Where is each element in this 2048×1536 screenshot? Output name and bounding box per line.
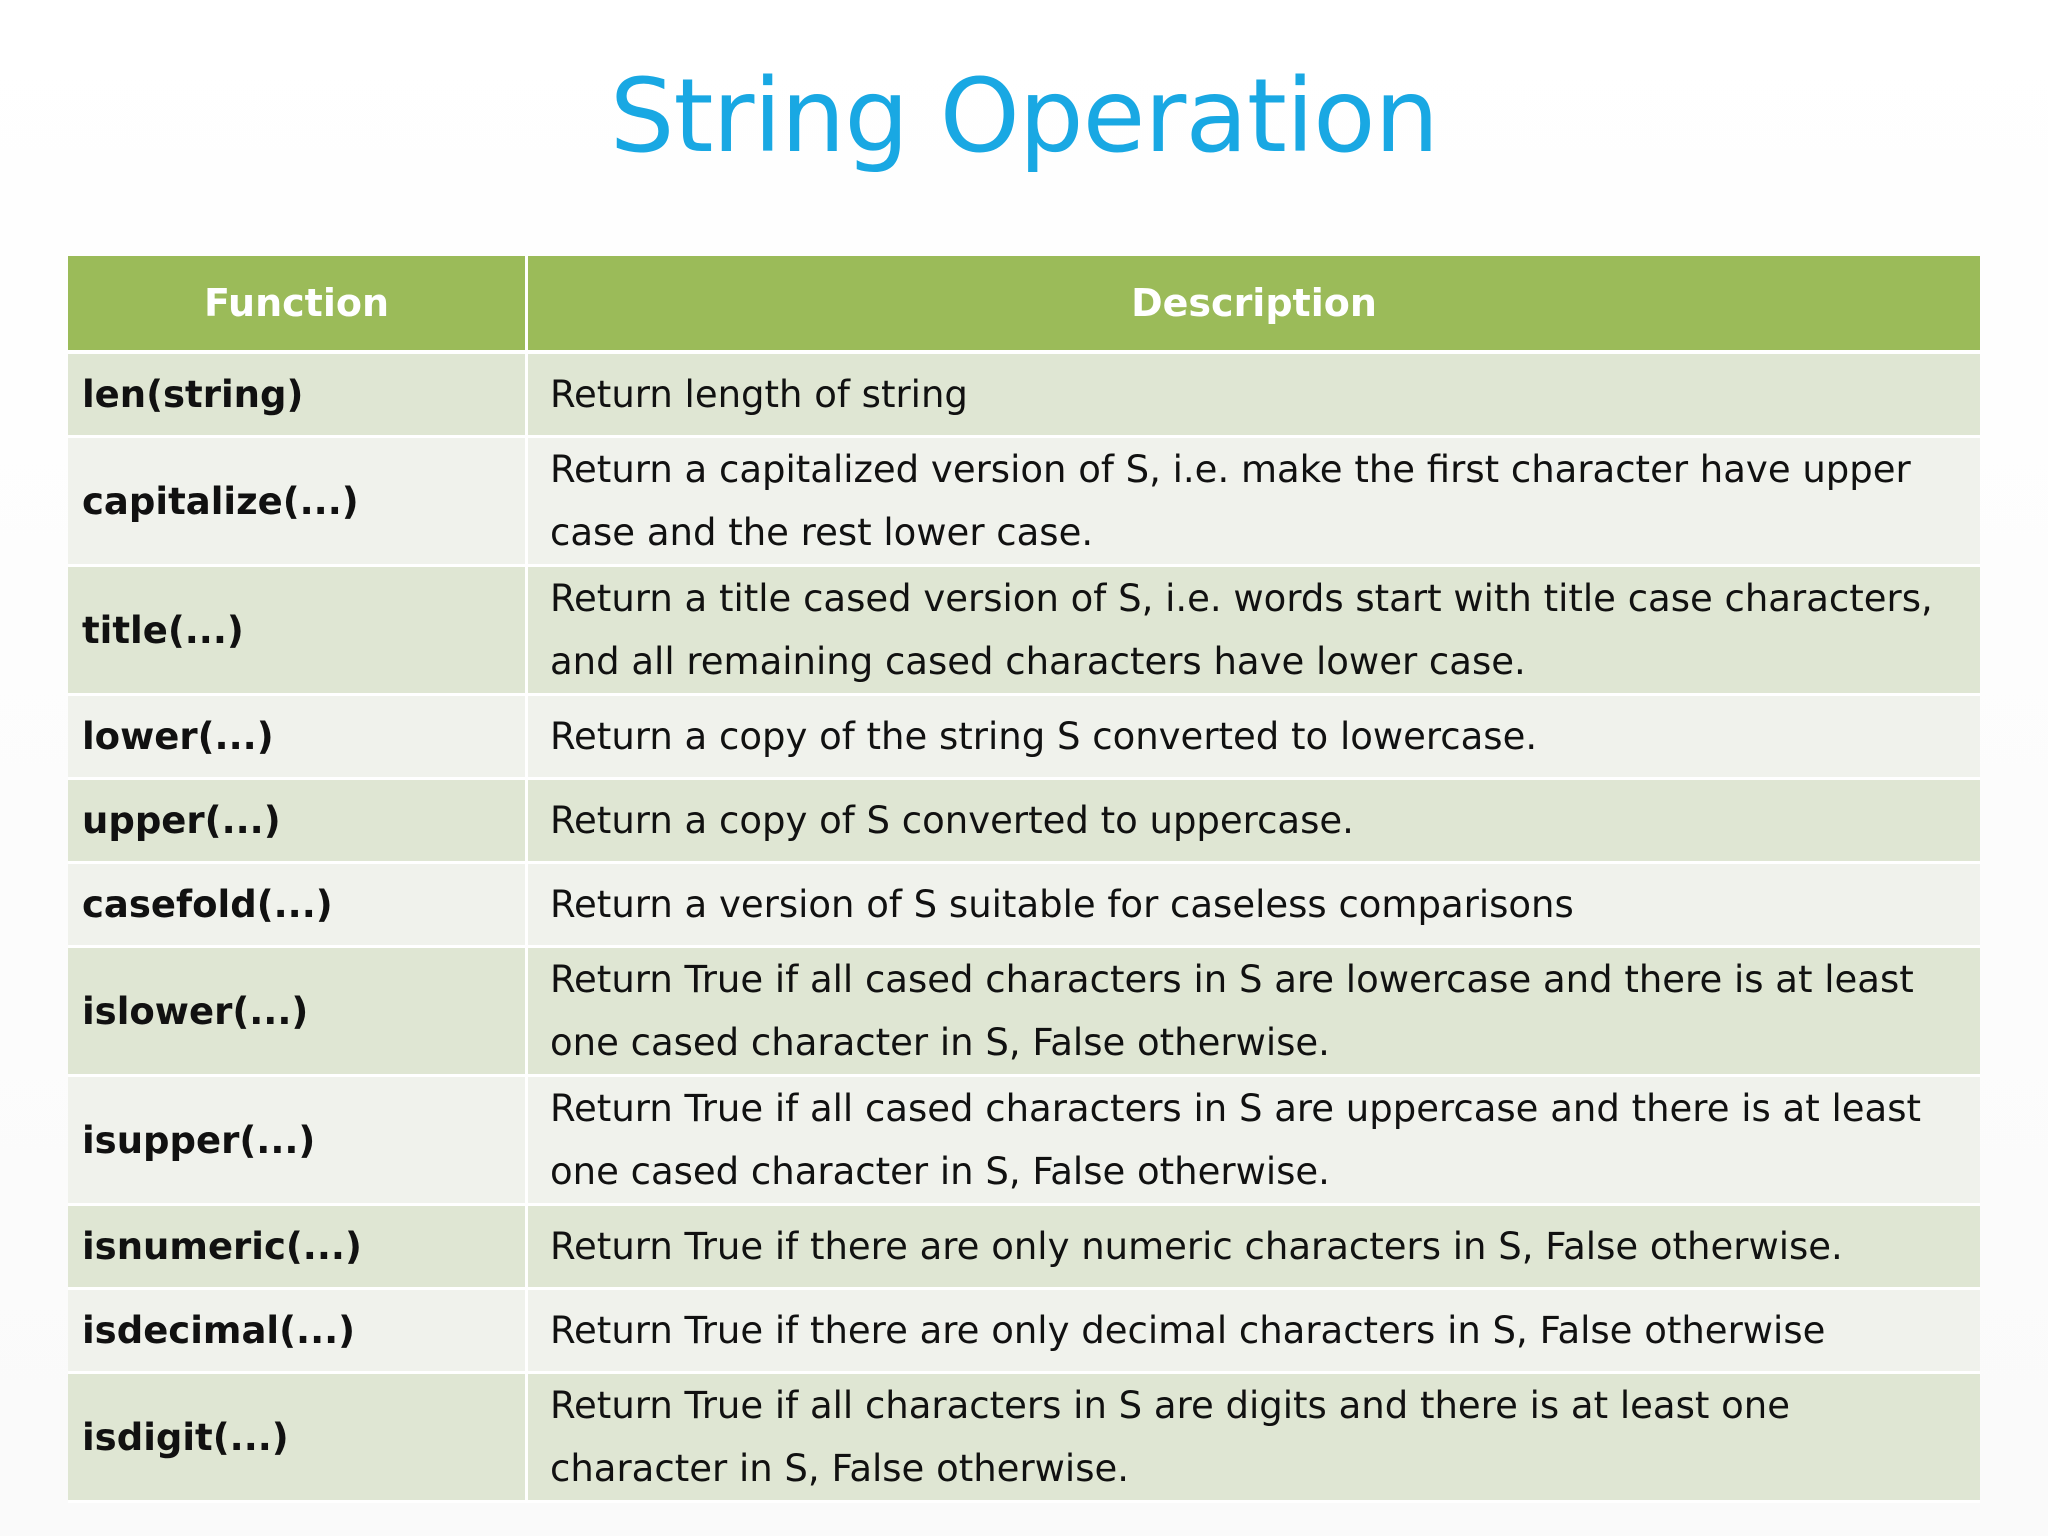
function-cell: capitalize(...) [68, 438, 528, 567]
header-function: Function [68, 256, 528, 354]
function-cell: lower(...) [68, 696, 528, 780]
table-row [68, 948, 1980, 1077]
description-cell: Return a capitalized version of S, i.e. make the first character have upper case and the rest lower case. [528, 438, 1980, 567]
table-row [68, 354, 1980, 438]
table-row [68, 1206, 1980, 1290]
table-row [68, 1077, 1980, 1206]
function-cell: isnumeric(...) [68, 1206, 528, 1290]
function-cell: islower(...) [68, 948, 528, 1077]
description-cell: Return True if all characters in S are digits and there is at least one character in S, False otherwise. [528, 1374, 1980, 1503]
description-cell: Return True if all cased characters in S are lowercase and there is at least one cased character in S, False otherwise. [528, 948, 1980, 1077]
table-row [68, 567, 1980, 696]
string-operations-table [68, 256, 1980, 1503]
table-header-row [68, 256, 1980, 354]
description-cell: Return True if there are only decimal characters in S, False otherwise [528, 1290, 1980, 1374]
function-cell: upper(...) [68, 780, 528, 864]
description-cell: Return a title cased version of S, i.e. words start with title case characters, and all remaining cased characters have lower case. [528, 567, 1980, 696]
table-row [68, 1290, 1980, 1374]
function-cell: isdecimal(...) [68, 1290, 528, 1374]
header-description: Description [528, 256, 1980, 354]
function-cell: isupper(...) [68, 1077, 528, 1206]
slide-title: String Operation [609, 57, 1439, 176]
description-cell: Return True if all cased characters in S are uppercase and there is at least one cased character in S, False otherwise. [528, 1077, 1980, 1206]
description-cell: Return a version of S suitable for caseless comparisons [528, 864, 1980, 948]
table-row [68, 864, 1980, 948]
table-row [68, 696, 1980, 780]
function-cell: isdigit(...) [68, 1374, 528, 1503]
description-cell: Return True if there are only numeric characters in S, False otherwise. [528, 1206, 1980, 1290]
table-row [68, 438, 1980, 567]
function-cell: title(...) [68, 567, 528, 696]
description-cell: Return a copy of the string S converted to lowercase. [528, 696, 1980, 780]
description-cell: Return a copy of S converted to uppercase. [528, 780, 1980, 864]
function-cell: casefold(...) [68, 864, 528, 948]
description-cell: Return length of string [528, 354, 1980, 438]
table-row [68, 780, 1980, 864]
function-cell: len(string) [68, 354, 528, 438]
table-row [68, 1374, 1980, 1503]
